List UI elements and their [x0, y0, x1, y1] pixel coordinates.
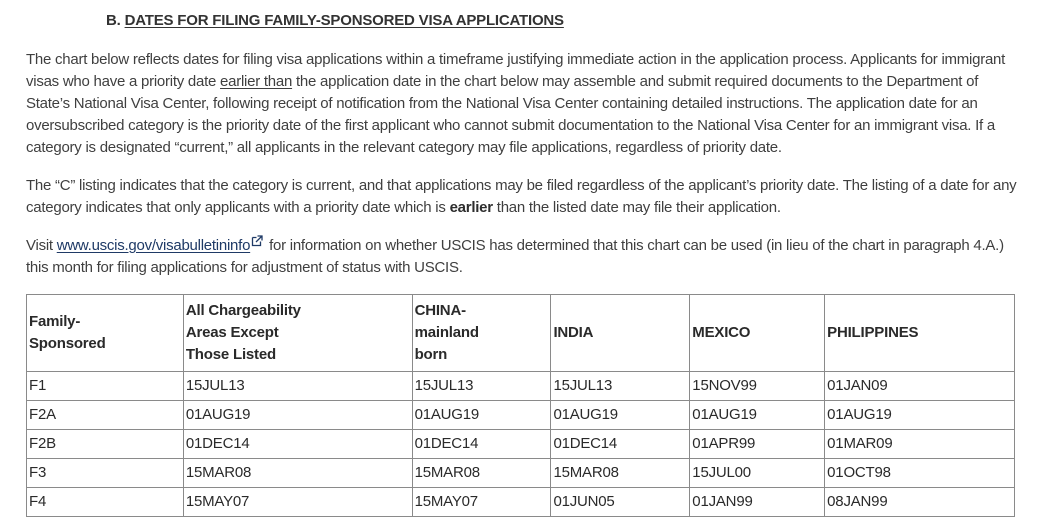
date-cell: 01OCT98 — [825, 459, 1015, 488]
current-text-2: than the listed date may file their application. — [492, 199, 781, 216]
date-cell: 01DEC14 — [412, 430, 551, 459]
header-philippines: PHILIPPINES — [825, 295, 1015, 372]
uscis-suffix: for information on whether USCIS has determined that this chart can be used (in lieu of the chart in paragraph 4.A.) this month for filing applications for adjustment of status with USCIS. — [26, 237, 1004, 276]
table-header-row — [27, 295, 1015, 372]
table-row — [27, 430, 1015, 459]
table-row — [27, 401, 1015, 430]
date-cell: 01AUG19 — [551, 401, 690, 430]
date-cell: 15MAY07 — [412, 488, 551, 517]
date-cell: 15NOV99 — [690, 372, 825, 401]
current-text-1: The “C” listing indicates that the category is current, and that applications may be filed regardless of the applicant’s priority date. The listing of a date for any category indicates that only applicants with a priority date which is — [26, 177, 1017, 216]
table-row — [27, 488, 1015, 517]
uscis-paragraph — [26, 235, 1018, 279]
intro-text-1: The chart below reflects dates for filing visa applications within a timeframe justifying immediate action in the application process. Applicants for immigrant visas who have a priority date — [26, 51, 1006, 90]
date-cell: 01AUG19 — [690, 401, 825, 430]
table-row — [27, 372, 1015, 401]
category-cell: F3 — [27, 459, 184, 488]
current-bold-text: earlier — [449, 199, 493, 216]
date-cell: 15MAR08 — [412, 459, 551, 488]
intro-underlined-text: earlier than — [220, 73, 293, 90]
date-cell: 01MAR09 — [825, 430, 1015, 459]
category-cell: F2B — [27, 430, 184, 459]
header-india: INDIA — [551, 295, 690, 372]
date-cell: 01JUN05 — [551, 488, 690, 517]
date-cell: 01APR99 — [690, 430, 825, 459]
category-cell: F1 — [27, 372, 184, 401]
date-cell: 15JUL13 — [551, 372, 690, 401]
date-cell: 01AUG19 — [412, 401, 551, 430]
table-row — [27, 459, 1015, 488]
date-cell: 15JUL00 — [690, 459, 825, 488]
date-cell: 01AUG19 — [825, 401, 1015, 430]
date-cell: 15JUL13 — [183, 372, 412, 401]
date-cell: 01DEC14 — [183, 430, 412, 459]
header-all-chargeability: All Chargeability Areas Except Those Listed — [183, 295, 412, 372]
category-cell: F2A — [27, 401, 184, 430]
date-cell: 15MAY07 — [183, 488, 412, 517]
date-cell: 01DEC14 — [551, 430, 690, 459]
external-link-icon[interactable] — [251, 235, 263, 247]
current-listing-paragraph — [26, 175, 1018, 219]
section-letter: B. — [106, 12, 121, 29]
date-cell: 15MAR08 — [183, 459, 412, 488]
intro-paragraph — [26, 49, 1018, 159]
header-mexico: MEXICO — [690, 295, 825, 372]
uscis-prefix: Visit — [26, 237, 57, 254]
category-cell: F4 — [27, 488, 184, 517]
section-heading — [106, 12, 564, 29]
date-cell: 01JAN09 — [825, 372, 1015, 401]
header-china: CHINA- mainland born — [412, 295, 551, 372]
date-cell: 01JAN99 — [690, 488, 825, 517]
uscis-link[interactable]: www.uscis.gov/visabulletininfo — [56, 237, 251, 254]
date-cell: 01AUG19 — [183, 401, 412, 430]
date-cell: 15MAR08 — [551, 459, 690, 488]
section-title: DATES FOR FILING FAMILY-SPONSORED VISA APPLICATIONS — [124, 12, 564, 29]
header-family-sponsored: Family- Sponsored — [27, 295, 184, 372]
intro-text-2: the application date in the chart below may assemble and submit required documents to the Department of State’s National Visa Center, following receipt of notification from the National Visa Center containing detailed instructions. The application date for an oversubscribed category is the priority date of the first applicant who cannot submit documentation to the National Visa Center for an immigrant visa. If a category is designated “current,” all applicants in the relevant category may file applications, regardless of priority date. — [26, 73, 995, 156]
date-cell: 08JAN99 — [825, 488, 1015, 517]
family-sponsored-dates-table — [26, 294, 1015, 517]
date-cell: 15JUL13 — [412, 372, 551, 401]
